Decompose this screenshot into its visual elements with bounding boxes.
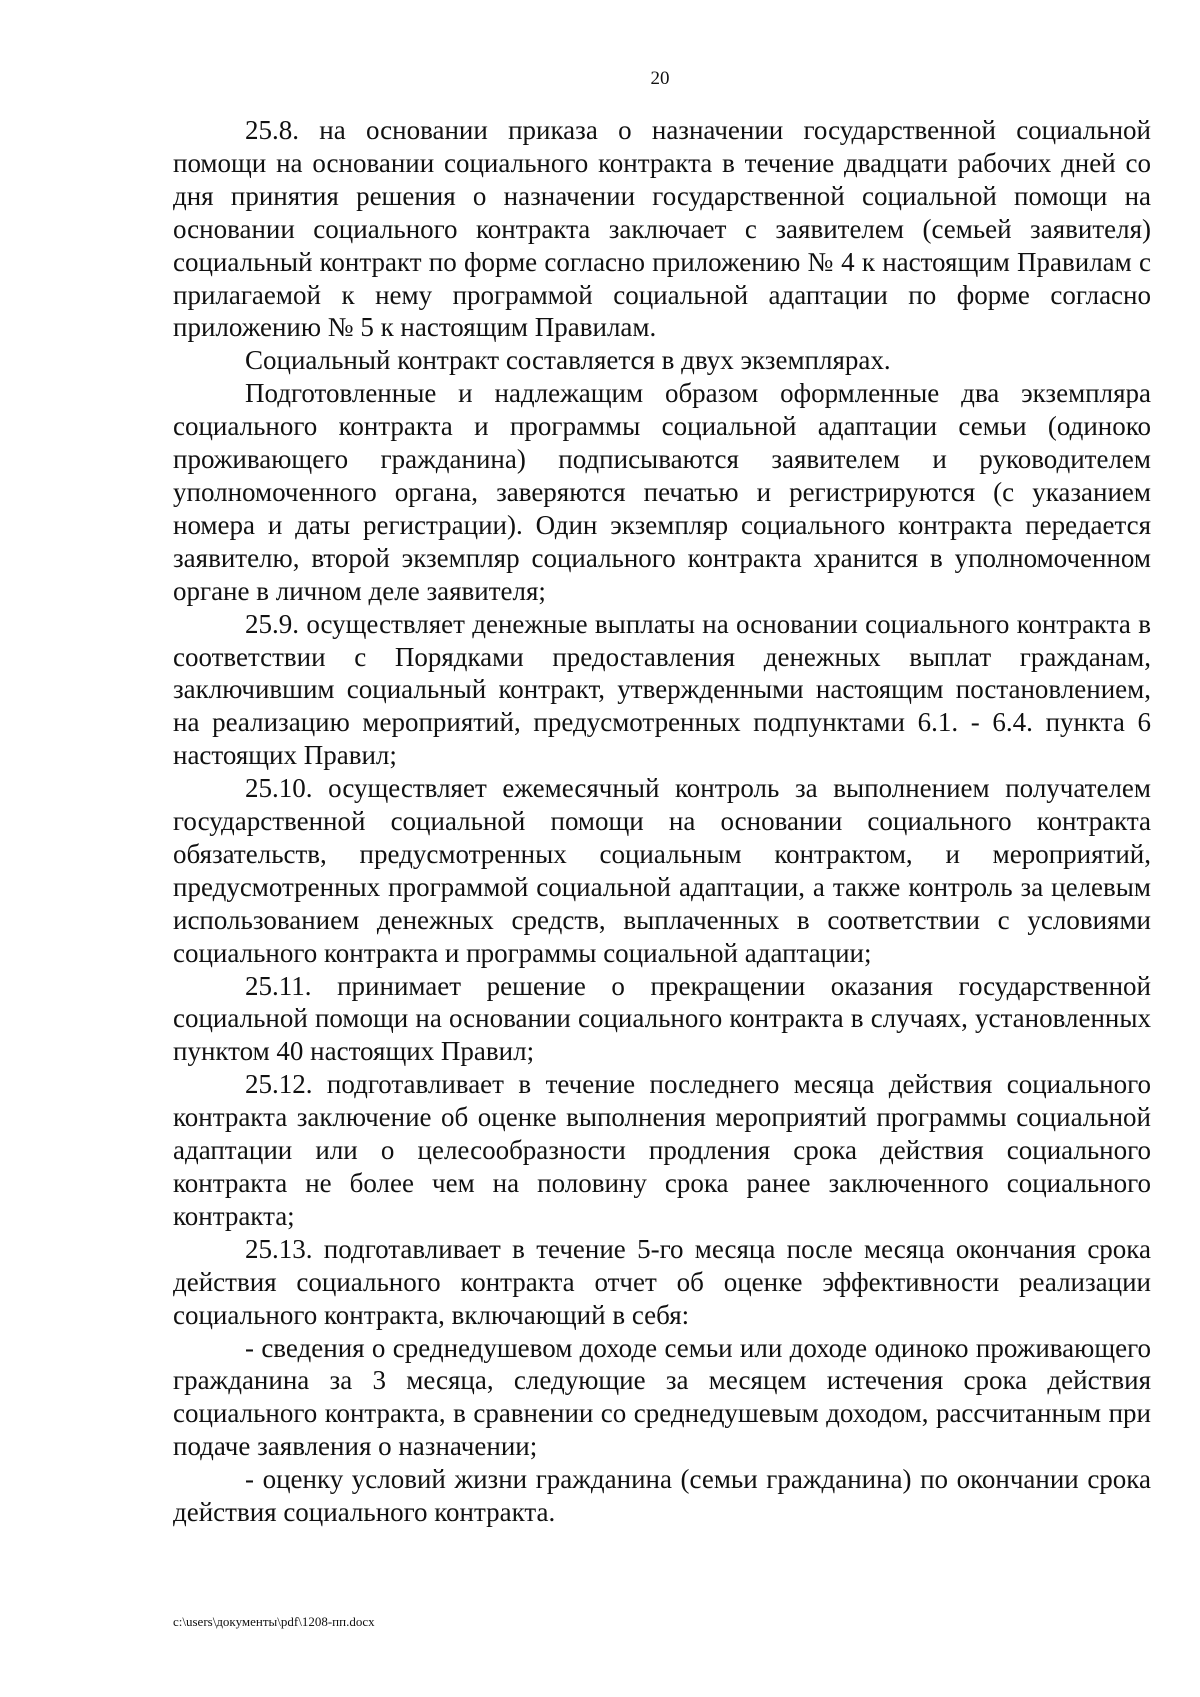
paragraph-income-info: - сведения о среднедушевом доходе семьи или доходе одиноко проживающего гражданина за 3 месяца, следующие за месяцем истечения срока действия социального контракта, в сравнении со среднедушевым доходом, рассчитанным при подаче заявления о назначении; (173, 1332, 1151, 1462)
paragraph-signing-registration: Подготовленные и надлежащим образом оформленные два экземпляра социального контракта и программы социальной адаптации семьи (одиноко проживающего гражданина) подписываются заявителем и руководителем уполномоченного органа, заверяются печатью и регистрируются (с указанием номера и даты регистрации). Один экземпляр социального контракта передается заявителю, второй экземпляр социального контракта хранится в уполномоченном органе в личном деле заявителя; (173, 378, 1151, 606)
page-number: 20 (650, 68, 670, 89)
paragraph-contract-copies: Социальный контракт составляется в двух экземплярах. (245, 345, 891, 376)
paragraph-25-10: 25.10. осуществляет ежемесячный контроль за выполнением получателем государственной социальной помощи на основании социального контракта обязательств, предусмотренных социальным контрактом, и мероприятий, предусмотренных программой социальной адаптации, а также контроль за целевым использованием денежных средств, выплаченных в соответствии с условиями социального контракта и программы социальной адаптации; (173, 773, 1151, 968)
paragraph-25-12: 25.12. подготавливает в течение последнего месяца действия социального контракта заключение об оценке выполнения мероприятий программы социальной адаптации или о целесообразности продления срока действия социального контракта не более чем на половину срока ранее заключенного социального контракта; (173, 1069, 1151, 1231)
footer-file-path: c:\users\документы\pdf\1208-пп.docx (173, 1614, 375, 1629)
paragraph-25-9: 25.9. осуществляет денежные выплаты на основании социального контракта в соответствии с Порядками предоставления денежных выплат гражданам, заключившим социальный контракт, утвержденными настоящим постановлением, на реализацию мероприятий, предусмотренных подпунктами 6.1. - 6.4. пункта 6 настоящих Правил; (173, 608, 1151, 771)
document-body (173, 114, 1151, 1529)
paragraph-25-8: 25.8. на основании приказа о назначении государственной социальной помощи на основании социального контракта в течение двадцати рабочих дней со дня принятия решения о назначении государственной социальной помощи на основании социального контракта заключает с заявителем (семьей заявителя) социальный контракт по форме согласно приложению № 4 к настоящим Правилам с прилагаемой к нему программой социальной адаптации по форме согласно приложению № 5 к настоящим Правилам. (173, 115, 1151, 343)
paragraph-living-conditions: - оценку условий жизни гражданина (семьи гражданина) по окончании срока действия социального контракта. (173, 1464, 1151, 1528)
paragraph-25-13: 25.13. подготавливает в течение 5-го месяца после месяца окончания срока действия социального контракта отчет об оценке эффективности реализации социального контракта, включающий в себя: (173, 1233, 1151, 1330)
paragraph-25-11: 25.11. принимает решение о прекращении оказания государственной социальной помощи на основании социального контракта в случаях, установленных пунктом 40 настоящих Правил; (173, 970, 1151, 1067)
